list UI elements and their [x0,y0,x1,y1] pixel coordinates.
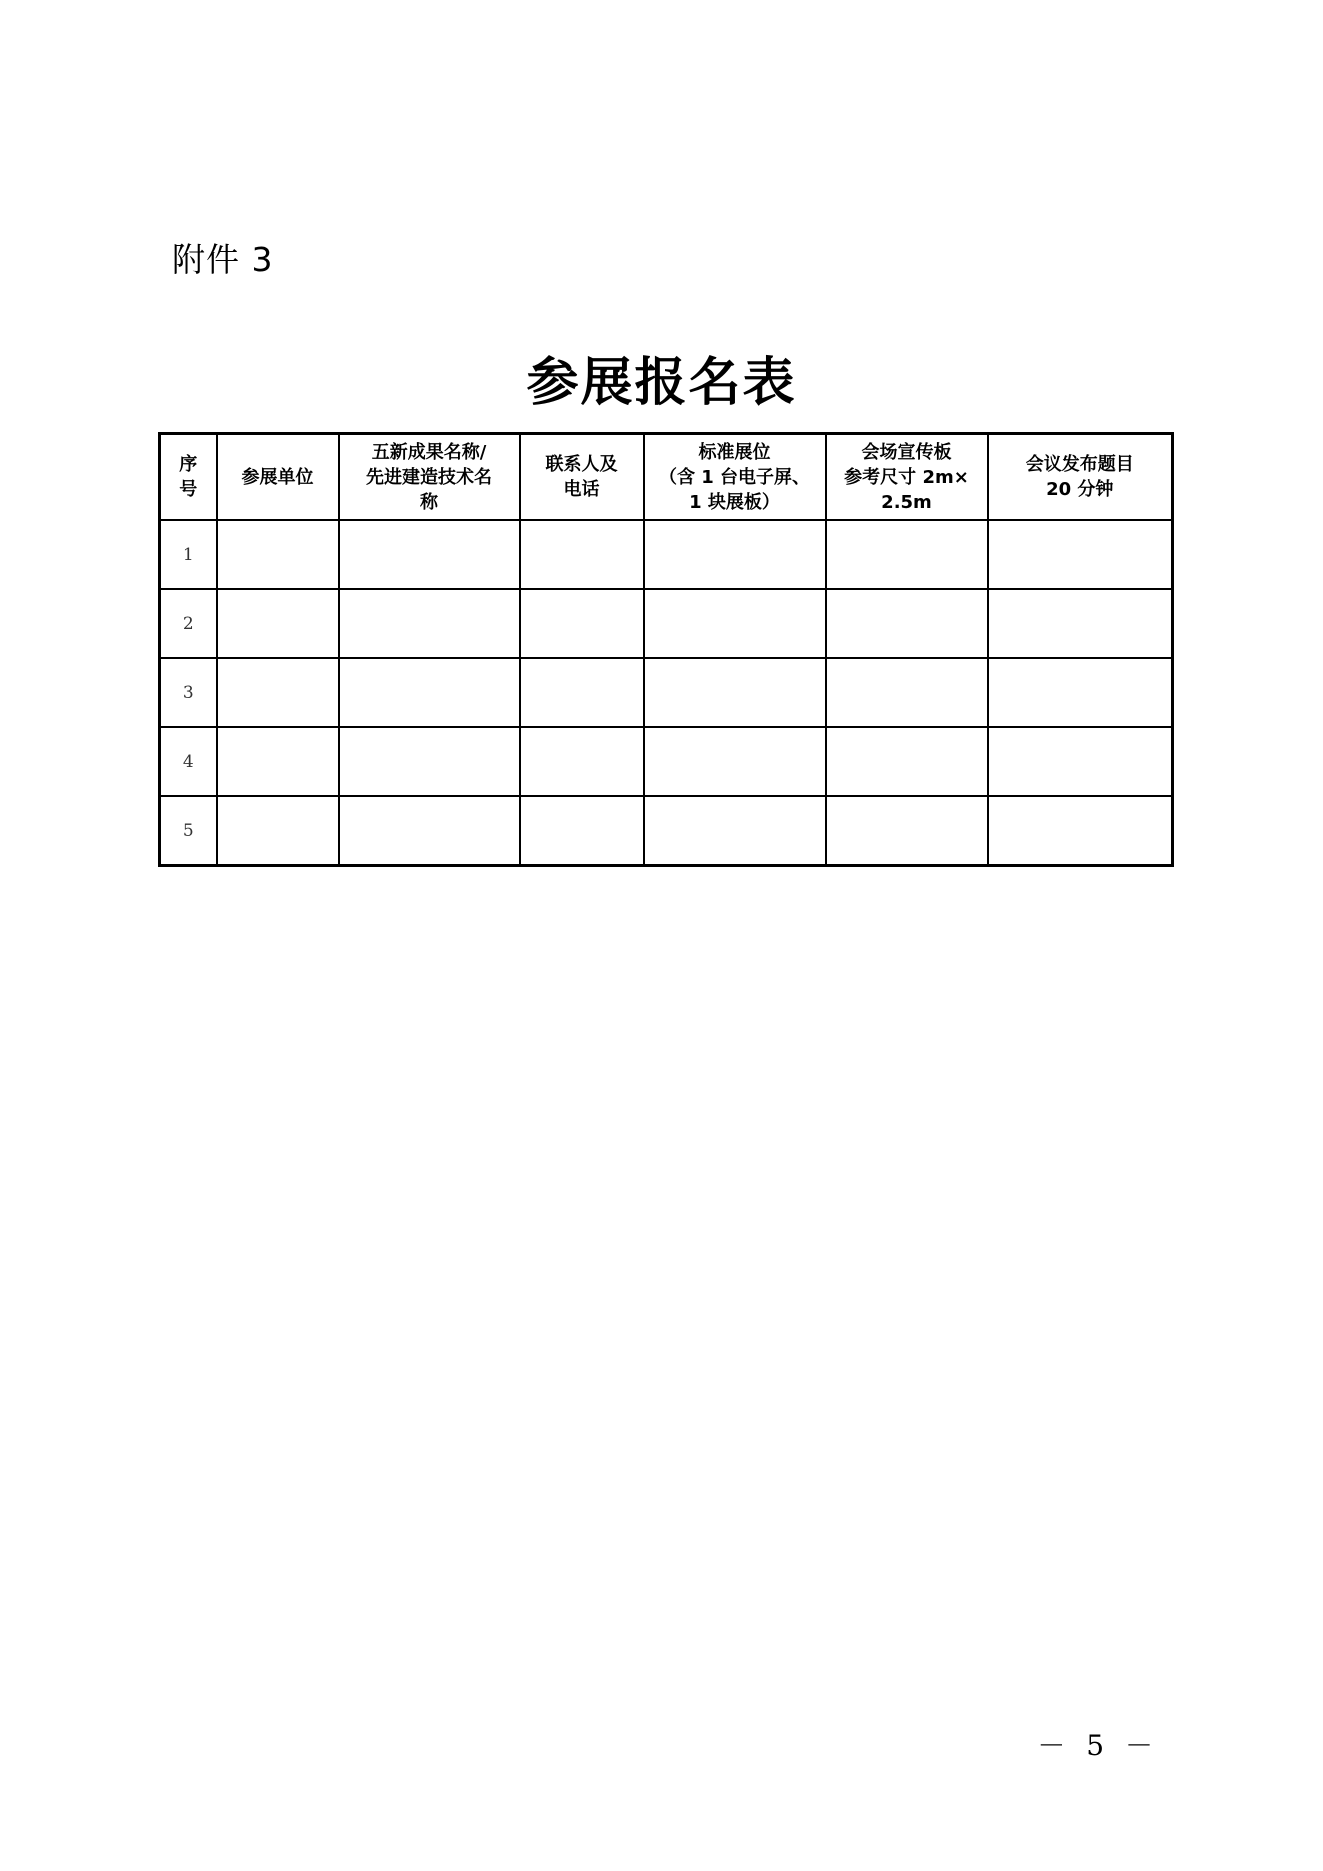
cell-exhibitor[interactable] [217,658,339,727]
cell-standard-booth[interactable] [644,520,826,589]
attachment-label: 附件 3 [172,240,274,279]
header-presentation-topic: 会议发布题目 20 分钟 [988,434,1173,521]
header-contact: 联系人及 电话 [520,434,644,521]
cell-contact[interactable] [520,589,644,658]
cell-achievement-name[interactable] [339,796,520,866]
cell-contact[interactable] [520,658,644,727]
cell-promo-board[interactable] [826,520,988,589]
cell-promo-board[interactable] [826,796,988,866]
table-row [160,658,1173,727]
cell-presentation-topic[interactable] [988,796,1173,866]
table-row [160,589,1173,658]
cell-promo-board[interactable] [826,589,988,658]
header-serial-number: 序 号 [160,434,217,521]
cell-promo-board[interactable] [826,727,988,796]
page-title: 参展报名表 [526,352,797,413]
cell-serial-number: 5 [160,796,217,866]
cell-promo-board[interactable] [826,658,988,727]
cell-exhibitor[interactable] [217,796,339,866]
cell-contact[interactable] [520,796,644,866]
cell-standard-booth[interactable] [644,589,826,658]
cell-serial-number: 2 [160,589,217,658]
header-achievement-name: 五新成果名称/ 先进建造技术名 称 [339,434,520,521]
cell-contact[interactable] [520,520,644,589]
header-standard-booth: 标准展位 （含 1 台电子屏、 1 块展板） [644,434,826,521]
cell-achievement-name[interactable] [339,727,520,796]
table-row [160,727,1173,796]
header-exhibitor: 参展单位 [217,434,339,521]
table-row [160,520,1173,589]
cell-standard-booth[interactable] [644,796,826,866]
header-promo-board: 会场宣传板 参考尺寸 2m× 2.5m [826,434,988,521]
cell-presentation-topic[interactable] [988,727,1173,796]
cell-exhibitor[interactable] [217,727,339,796]
cell-contact[interactable] [520,727,644,796]
cell-achievement-name[interactable] [339,658,520,727]
cell-standard-booth[interactable] [644,727,826,796]
cell-presentation-topic[interactable] [988,658,1173,727]
cell-presentation-topic[interactable] [988,520,1173,589]
cell-serial-number: 4 [160,727,217,796]
cell-serial-number: 1 [160,520,217,589]
cell-exhibitor[interactable] [217,520,339,589]
registration-table [158,432,1174,867]
cell-achievement-name[interactable] [339,520,520,589]
table-header-row [160,434,1173,521]
cell-achievement-name[interactable] [339,589,520,658]
cell-standard-booth[interactable] [644,658,826,727]
cell-exhibitor[interactable] [217,589,339,658]
cell-presentation-topic[interactable] [988,589,1173,658]
table-row [160,796,1173,866]
page-number: － 5 － [1037,1729,1159,1762]
cell-serial-number: 3 [160,658,217,727]
